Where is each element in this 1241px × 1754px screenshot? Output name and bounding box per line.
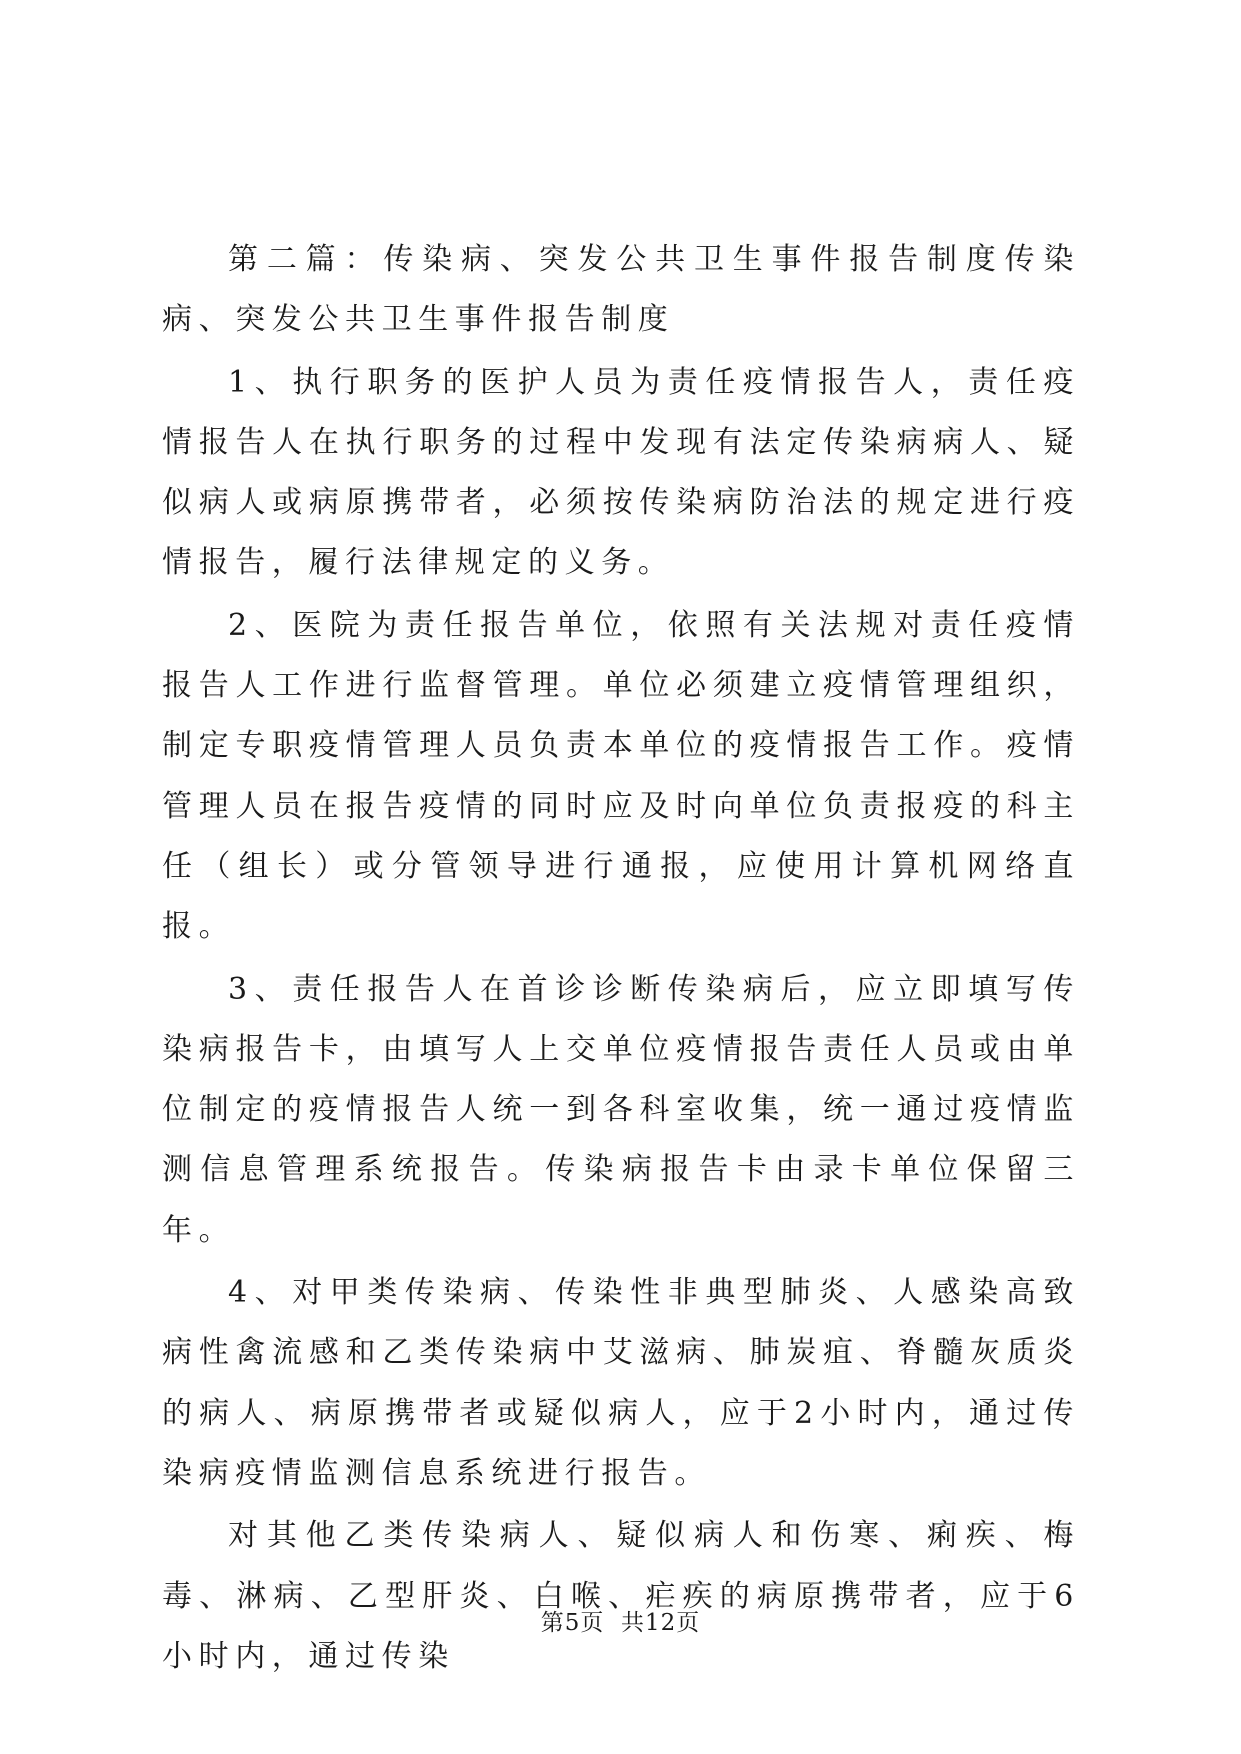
page-footer bbox=[0, 1608, 1241, 1638]
document-body bbox=[162, 230, 1080, 1689]
paragraph-2: 2、医院为责任报告单位，依照有关法规对责任疫情报告人工作进行监督管理。单位必须建立疫情管理组织，制定专职疫情管理人员负责本单位的疫情报告工作。疫情管理人员在报告疫情的同时应及时向单位负责报疫的科主任（组长）或分管领导进行通报，应使用计算机网络直报。 bbox=[162, 607, 1080, 945]
paragraph-4: 4、对甲类传染病、传染性非典型肺炎、人感染高致病性禽流感和乙类传染病中艾滋病、肺炭疽、脊髓灰质炎的病人、病原携带者或疑似病人，应于2小时内，通过传染病疫情监测信息系统进行报告。 bbox=[162, 1275, 1080, 1491]
paragraph-1: 1、执行职务的医护人员为责任疫情报告人，责任疫情报告人在执行职务的过程中发现有法定传染病病人、疑似病人或病原携带者，必须按传染病防治法的规定进行疫情报告，履行法律规定的义务。 bbox=[162, 364, 1080, 581]
paragraph-3: 3、责任报告人在首诊诊断传染病后，应立即填写传染病报告卡，由填写人上交单位疫情报告责任人员或由单位制定的疫情报告人统一到各科室收集，统一通过疫情监测信息管理系统报告。传染病报告卡由录卡单位保留三年。 bbox=[162, 971, 1080, 1248]
paragraph-5: 对其他乙类传染病人、疑似病人和伤寒、痢疾、梅毒、淋病、乙型肝炎、白喉、疟疾的病原携带者，应于6小时内，通过传染 bbox=[162, 1518, 1080, 1674]
paragraph-title: 第二篇：传染病、突发公共卫生事件报告制度传染病、突发公共卫生事件报告制度 bbox=[162, 242, 1080, 338]
page-number: 第5页 共12页 bbox=[540, 1610, 701, 1636]
